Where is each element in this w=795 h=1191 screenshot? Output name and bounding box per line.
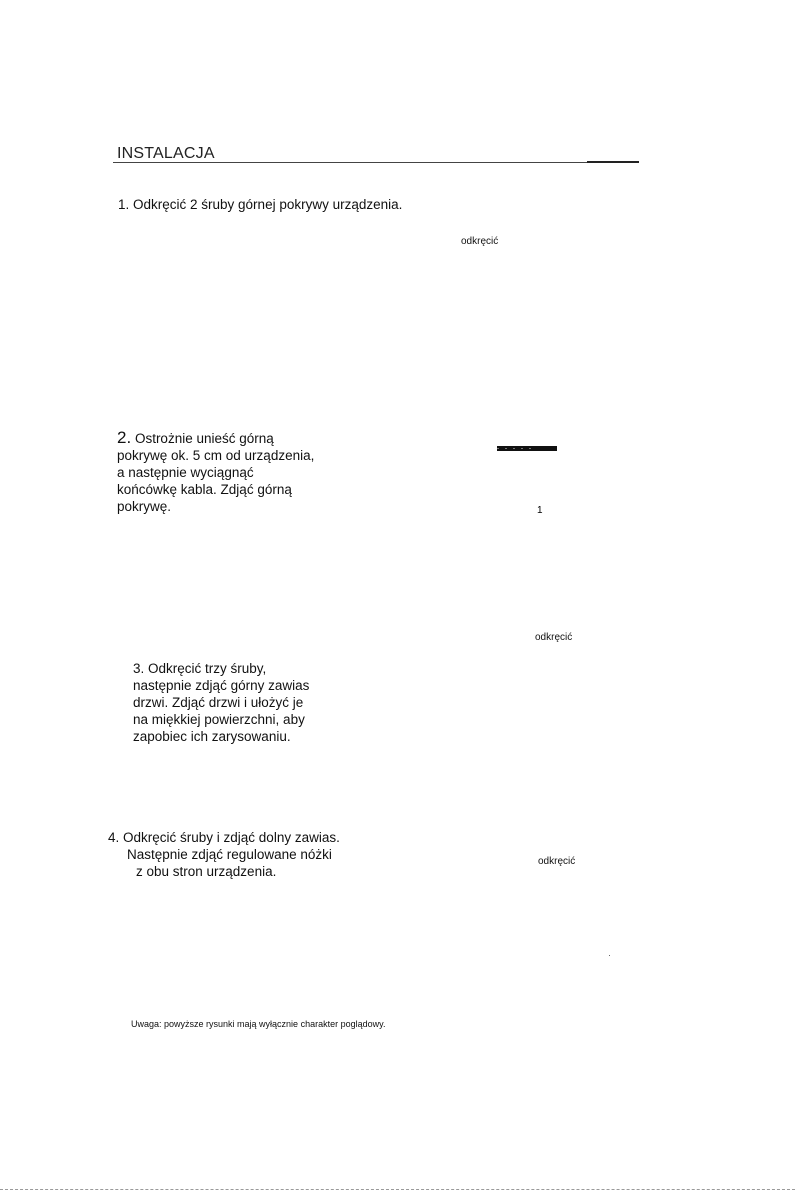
part-number-label: 1 [537,505,543,516]
step-2-line-5: pokrywę. [117,499,172,514]
title-divider-accent [587,161,639,163]
step-2-line-3: a następnie wyciągnąć [117,465,254,480]
step-3-line-4: na miękkiej powierzchni, aby [133,712,305,727]
page-bottom-rule [0,1189,795,1190]
step-4-line-3: z obu stron urządzenia. [136,864,277,879]
step-4-line-1: 4. Odkręcić śruby i zdjąć dolny zawias. [108,830,340,845]
step-3-line-3: drzwi. Zdjąć drzwi i ułożyć je [133,695,304,710]
step-2-text [117,429,357,515]
step-2-line-1 [117,429,357,447]
cover-figure-fragment [497,446,557,451]
step-3-line-2: następnie zdjąć górny zawias [133,678,310,693]
step-3-line-1: 3. Odkręcić trzy śruby, [133,661,267,676]
unscrew-label-2: odkręcić [535,632,573,643]
page-title: INSTALACJA [117,145,215,162]
step-3-line-5: zapobiec ich zarysowaniu. [133,729,291,744]
step-2-line-1-text: Ostrożnie unieść górną [131,431,274,446]
unscrew-label-1: odkręcić [461,236,499,247]
step-4-line-2: Następnie zdjąć regulowane nóżki [127,847,332,862]
step-2-line-4: końcówkę kabla. Zdjąć górną [117,482,292,497]
title-divider [113,162,639,163]
figure-dot [609,955,610,956]
step-1-text: 1. Odkręcić 2 śruby górnej pokrywy urządzenia. [118,197,403,212]
unscrew-label-3: odkręcić [538,856,576,867]
step-2-number: 2. [117,428,132,447]
step-4-text [108,829,408,880]
step-2-line-2: pokrywę ok. 5 cm od urządzenia, [117,448,315,463]
step-3-text [133,660,353,745]
illustration-note: Uwaga: powyższe rysunki mają wyłącznie charakter poglądowy. [131,1019,386,1029]
